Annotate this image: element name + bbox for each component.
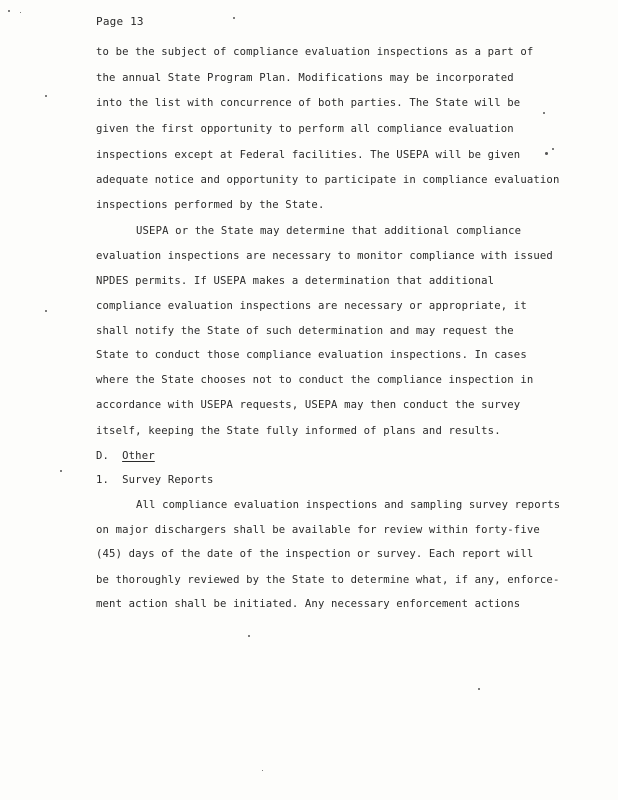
paragraph-line: State to conduct those compliance evaluation inspections. In cases [96, 349, 527, 361]
paragraph-line: ment action shall be initiated. Any necessary enforcement actions [96, 598, 521, 610]
paragraph-line: accordance with USEPA requests, USEPA may then conduct the survey [96, 399, 521, 411]
paragraph-line: to be the subject of compliance evaluation inspections as a part of [96, 46, 534, 58]
paragraph-line: where the State chooses not to conduct the compliance inspection in [96, 374, 534, 386]
subsection-title: Survey Reports [122, 474, 214, 486]
paragraph-line: shall notify the State of such determination and may request the [96, 325, 514, 337]
paragraph-line: All compliance evaluation inspections and sampling survey reports [136, 499, 561, 511]
paragraph-line: USEPA or the State may determine that additional compliance [136, 225, 522, 237]
paragraph-line: given the first opportunity to perform all compliance evaluation [96, 123, 514, 135]
scan-speck [20, 12, 21, 13]
scan-speck [45, 310, 47, 312]
paragraph-line: the annual State Program Plan. Modifications may be incorporated [96, 72, 514, 84]
scan-speck [8, 10, 10, 12]
scan-speck [248, 635, 250, 637]
paragraph-line: evaluation inspections are necessary to monitor compliance with issued [96, 250, 553, 262]
scan-speck [545, 152, 548, 155]
paragraph-line: on major dischargers shall be available for review within forty-five [96, 524, 540, 536]
subsection-number: 1. [96, 474, 110, 486]
scan-speck [552, 148, 554, 150]
scan-speck [45, 95, 47, 97]
scan-speck [233, 17, 235, 19]
paragraph-line: inspections except at Federal facilities. The USEPA will be given [96, 149, 521, 161]
paragraph-line: itself, keeping the State fully informed of plans and results. [96, 425, 501, 437]
section-title: Other [122, 450, 155, 462]
scan-speck [478, 688, 480, 690]
paragraph-line: adequate notice and opportunity to participate in compliance evaluation [96, 174, 560, 186]
paragraph-line: be thoroughly reviewed by the State to determine what, if any, enforce- [96, 574, 560, 586]
paragraph-line: inspections performed by the State. [96, 199, 325, 211]
paragraph-line: into the list with concurrence of both parties. The State will be [96, 97, 521, 109]
section-letter: D. [96, 450, 110, 462]
paragraph-line: NPDES permits. If USEPA makes a determination that additional [96, 275, 495, 287]
subsection-heading [96, 474, 214, 486]
scan-speck [262, 770, 263, 771]
scan-speck [543, 112, 545, 114]
page-number: Page 13 [96, 15, 144, 28]
section-heading [96, 450, 155, 462]
scan-speck [60, 470, 62, 472]
paragraph-line: compliance evaluation inspections are necessary or appropriate, it [96, 300, 527, 312]
paragraph-line: (45) days of the date of the inspection or survey. Each report will [96, 548, 534, 560]
